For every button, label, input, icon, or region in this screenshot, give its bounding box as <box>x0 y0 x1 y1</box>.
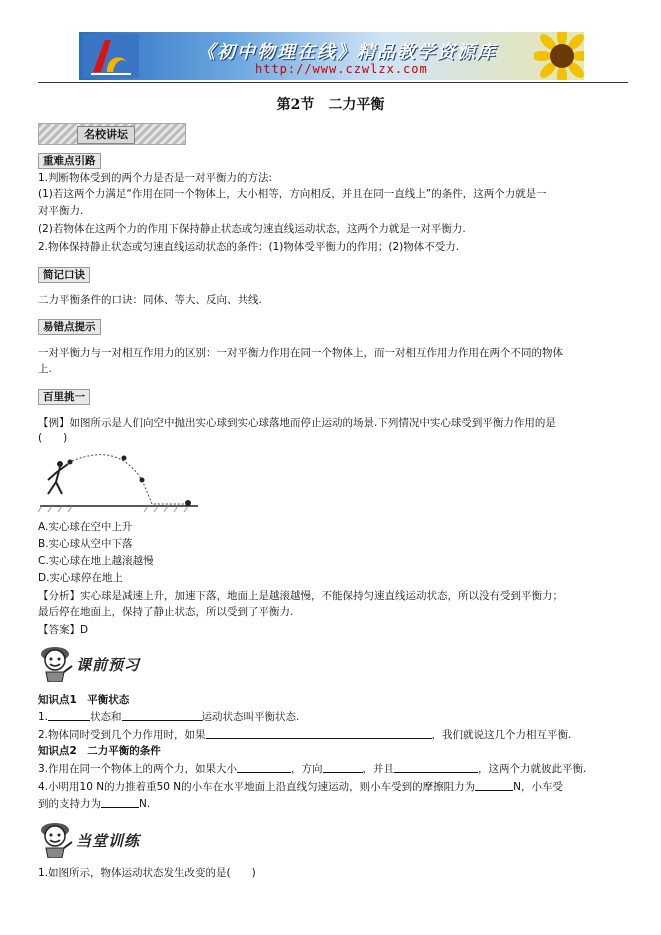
fill-blank[interactable] <box>122 710 202 721</box>
fill-blank[interactable] <box>48 710 90 721</box>
mistakes-line: 一对平衡力与一对相互作用力的区别：一对平衡力作用在同一个物体上，而一对相互作用力作用在两个不同的物体 <box>38 347 563 359</box>
option-b: B.实心球从空中下落 <box>38 538 133 550</box>
key-point-line: (1)若这两个力满足“作用在同一个物体上，大小相等，方向相反，并且在同一直线上”的条件，这两个力就是一 <box>38 188 547 200</box>
answer-line: 【答案】D <box>38 624 89 636</box>
fill-blank[interactable] <box>101 797 139 808</box>
analysis-line: 最后停在地面上，保持了静止状态，所以受到了平衡力. <box>38 606 294 618</box>
fill-blank[interactable] <box>237 762 291 773</box>
knowledge1-title: 知识点1 平衡状态 <box>38 694 130 706</box>
example-question: 【例】如图所示是人们向空中抛出实心球到实心球落地而停止运动的场景.下列情况中实心球受到平衡力作用的是 <box>38 417 556 429</box>
class-training-label: 当堂训练 <box>76 832 141 850</box>
key-points-label: 重难点引路 <box>38 153 101 169</box>
example-question: ( ) <box>38 432 68 444</box>
header-banner <box>79 32 584 80</box>
header-rule <box>38 82 628 83</box>
sunflower-icon <box>534 32 584 80</box>
option-d: D.实心球停在地上 <box>38 572 123 584</box>
fill-blank[interactable] <box>475 780 513 791</box>
knowledge1-q2: 2.物体同时受到几个力作用时，如果 ，我们就说这几个力相互平衡. <box>38 729 572 741</box>
teacher-talk-band <box>38 123 186 145</box>
option-a: A.实心球在空中上升 <box>38 521 133 533</box>
key-point-line: (2)若物体在这两个力的作用下保持静止状态或匀速直线运动状态，这两个力就是一对平衡力. <box>38 223 466 235</box>
mistakes-line: 上. <box>38 363 52 375</box>
knowledge1-q1: 1. 状态和 运动状态叫平衡状态. <box>38 711 300 723</box>
site-logo-icon <box>83 34 139 78</box>
knowledge2-title: 知识点2 二力平衡的条件 <box>38 745 161 757</box>
shot-put-illustration <box>38 450 202 514</box>
banner-url[interactable]: http://www.czwlzx.com <box>255 62 428 76</box>
training-question: 1.如图所示，物体运动状态发生改变的是( ) <box>38 867 256 879</box>
example-label: 百里挑一 <box>38 389 90 405</box>
banner-title: 《初中物理在线》精品教学资源库 <box>197 42 497 63</box>
preview-label: 课前预习 <box>76 656 141 674</box>
mnemonic-label: 简记口诀 <box>38 267 90 283</box>
fill-blank[interactable] <box>394 762 478 773</box>
knowledge2-q4-cont: 到的支持力为 N. <box>38 798 151 810</box>
key-point-line: 1.判断物体受到的两个力是否是一对平衡力的方法: <box>38 172 273 184</box>
option-c: C.实心球在地上越滚越慢 <box>38 555 154 567</box>
analysis-line: 【分析】实心球是减速上升，加速下落，地面上是越滚越慢，不能保持匀速直线运动状态，所以没有受到平衡力； <box>38 590 563 602</box>
mistakes-label: 易错点提示 <box>38 319 101 335</box>
fill-blank[interactable] <box>206 728 432 739</box>
page-title: 第2节 二力平衡 <box>276 97 385 113</box>
cartoon-boy-icon <box>38 642 74 682</box>
fill-blank[interactable] <box>323 762 363 773</box>
mnemonic-text: 二力平衡条件的口诀：同体、等大、反向、共线. <box>38 294 262 306</box>
cartoon-boy-icon <box>38 818 74 858</box>
knowledge2-q4: 4.小明用10 N的力推着重50 N的小车在水平地面上沿直线匀速运动，则小车受到的摩擦阻力为 N，小车受 <box>38 781 563 793</box>
key-point-line: 2.物体保持静止状态或匀速直线运动状态的条件：(1)物体受平衡力的作用；(2)物体不受力. <box>38 241 460 253</box>
key-point-line: 对平衡力. <box>38 205 84 217</box>
knowledge2-q3: 3.作用在同一个物体上的两个力，如果大小 ，方向 ，并且 ，这两个力就彼此平衡. <box>38 763 587 775</box>
teacher-talk-label: 名校讲坛 <box>77 126 135 144</box>
